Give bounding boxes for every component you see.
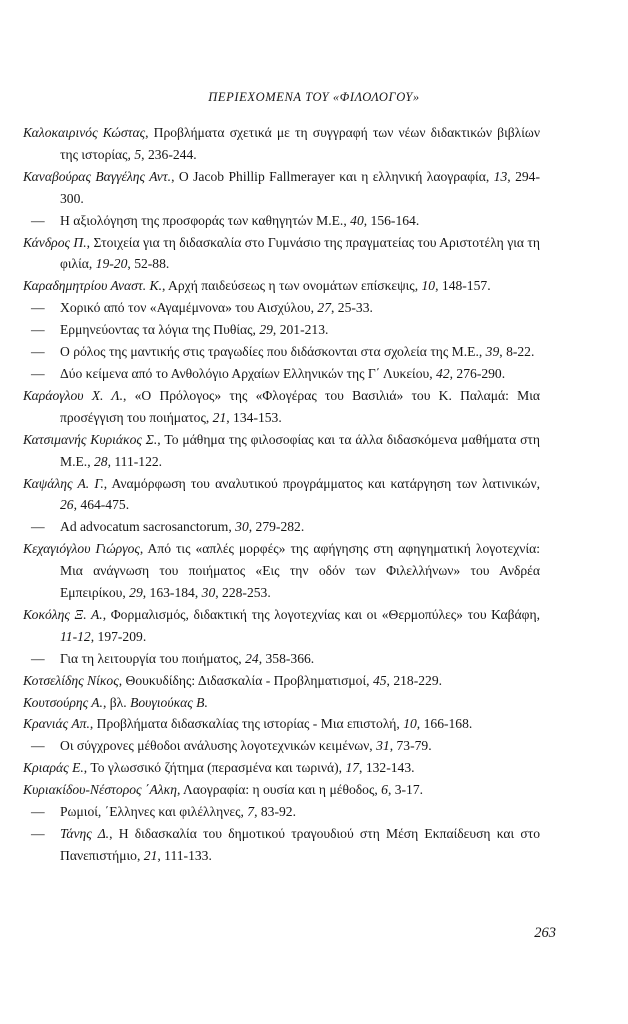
entry-pages: , 464-475. — [73, 497, 130, 513]
entry-volume: 10 — [403, 716, 417, 732]
entry-dash: — — [31, 300, 45, 316]
entry-pages: , 276-290. — [449, 365, 506, 381]
entry-author: Κεχαγιόγλου Γιώργος — [23, 541, 140, 557]
entry-volume: 42 — [436, 365, 450, 381]
index-subentry — [0, 735, 540, 757]
index-subentry — [0, 648, 540, 670]
index-entry — [0, 538, 540, 604]
entry-pages: , 83-92. — [254, 804, 296, 820]
entry-volume: 39 — [485, 344, 500, 360]
entry-author: Κυριακίδου-Νέστορος ΄Αλκη — [23, 782, 177, 798]
entry-author: Καράογλου Χ. Λ. — [23, 387, 124, 403]
entry-dash: — — [31, 322, 45, 338]
entry-volume: 17 — [345, 760, 360, 776]
entry-pages: , 73-79. — [389, 738, 432, 754]
entry-volume: 13 — [493, 168, 508, 184]
entry-volume: 40 — [350, 212, 364, 228]
entry-title: , Το μάθημα της φιλοσοφίας και τα άλλα διδασκόμενα μαθήματα στη Μ.Ε., — [60, 431, 541, 469]
index-subentry — [0, 319, 540, 341]
entry-title: , Αναμόρφωση του αναλυτικού προγράμματος και κατάργηση των λατινικών, — [103, 475, 540, 491]
entry-author: Καραδημητρίου Αναστ. Κ. — [23, 278, 163, 294]
entry-title: Οι σύγχρονες μέθοδοι ανάλυσης λογοτεχνικών κειμένων, — [60, 738, 377, 754]
index-subentry — [0, 341, 540, 363]
entry-author: Κουτσούρης Α. — [23, 694, 103, 710]
entry-title: , Λαογραφία: η ουσία και η μέθοδος, — [176, 782, 382, 798]
entry-author: Καλοκαιρινός Κώστας — [23, 125, 146, 140]
index-entry — [0, 275, 540, 297]
entry-author: Καψάλης Α. Γ. — [23, 475, 104, 491]
entry-volume: 29 — [129, 585, 143, 601]
index-entry — [0, 713, 540, 735]
index-entry — [0, 429, 540, 473]
index-entry — [0, 779, 540, 801]
entry-title: , βλ. — [102, 694, 131, 710]
entry-title: , Προβλήματα σχετικά με τη συγγραφή των νέων διδακτικών βιβλίων της ιστορίας, — [60, 125, 540, 162]
entry-volume: 29 — [259, 322, 273, 338]
entry-pages: , 111-133. — [157, 847, 212, 863]
index-entries — [0, 122, 628, 867]
entry-pages: , 218-229. — [386, 672, 443, 688]
entry-title: , Ο Jacob Phillip Fallmerayer και η ελληνική λαογραφία, — [171, 168, 494, 184]
entry-pages: , 8-22. — [499, 344, 535, 360]
entry-volume: 27 — [317, 300, 331, 316]
entry-title: , Στοιχεία για τη διδασκαλία στο Γυμνάσιο της πραγματείας του Αριστοτέλη για τη φιλία, — [60, 234, 540, 272]
entry-pages: , 197-209. — [90, 628, 147, 644]
entry-volume: 6 — [381, 782, 388, 798]
entry-dash: — — [31, 344, 45, 360]
entry-dash: — — [31, 212, 45, 228]
entry-pages: , 132-143. — [359, 760, 415, 776]
entry-pages: , 228-253. — [215, 585, 271, 601]
entry-volume: 31 — [376, 738, 390, 754]
index-entry — [0, 232, 540, 276]
index-entry — [0, 385, 540, 429]
entry-title: Ο ρόλος της μαντικής στις τραγωδίες που διδάσκονται στα σχολεία της Μ.Ε., — [60, 344, 486, 360]
index-entry — [0, 473, 540, 517]
index-entry — [0, 604, 540, 648]
entry-title: , «Ο Πρόλογος» της «Φλογέρας του Βασιλιά» του Κ. Παλαμά: Μια προσέγγιση του ποιήματος, — [60, 387, 540, 425]
entry-pages: , 156-164. — [363, 212, 420, 228]
entry-pages: , 201-213. — [272, 322, 329, 338]
entry-title: , Φορμαλισμός, διδακτική της λογοτεχνίας και οι «Θερμοπύλες» του Καβάφη, — [102, 606, 540, 622]
running-header: ΠΕΡΙΕΧΟΜΕΝΑ ΤΟΥ «ΦΙΛΟΛΟΓΟΥ» — [208, 90, 420, 104]
entry-dash: — — [31, 365, 45, 381]
index-entry — [0, 670, 540, 692]
entry-title: , Προβλήματα διδασκαλίας της ιστορίας - Μια επιστολή, — [89, 716, 404, 732]
entry-pages: , 279-282. — [248, 519, 305, 535]
entry-title: , Αρχή παιδεύσεως η των ονομάτων επίσκεψις, — [162, 278, 422, 294]
entry-title: , Η διδασκαλία του δημοτικού τραγουδιού στη Μέση Εκπαίδευση και στο Πανεπιστήμιο, — [60, 826, 540, 863]
entry-title: , Το γλωσσικό ζήτημα (περασμένα και τωρινά), — [83, 760, 346, 776]
entry-volume: 28 — [93, 453, 108, 469]
entry-title: Δύο κείμενα από το Ανθολόγιο Αρχαίων Ελληνικών της Γ΄ Λυκείου, — [60, 365, 437, 381]
entry-title: Χορικό από τον «Αγαμέμνονα» του Αισχύλου, — [60, 300, 318, 316]
entry-pages: , 294-300. — [60, 168, 540, 206]
entry-author: Κοτσελίδης Νίκος — [23, 672, 119, 688]
entry-pages: , 134-153. — [226, 409, 282, 425]
entry-dash: — — [31, 650, 45, 666]
index-subentry — [0, 823, 540, 867]
entry-pages: , 358-366. — [258, 650, 315, 666]
index-subentry — [0, 516, 540, 538]
index-subentry — [0, 297, 540, 319]
entry-volume: 19-20 — [95, 256, 128, 272]
entry-volume: 26 — [60, 497, 74, 513]
index-entry — [0, 122, 540, 166]
entry-volume: 30 — [201, 585, 216, 601]
entry-pages: , 166-168. — [416, 716, 473, 732]
entry-dash: — — [31, 826, 45, 841]
index-entry — [0, 166, 540, 210]
entry-pages: , 25-33. — [331, 300, 373, 316]
entry-volume: 21 — [143, 847, 158, 863]
entry-title: , Θουκυδίδης: Διδασκαλία - Προβληματισμοί, — [118, 672, 373, 688]
index-subentry — [0, 210, 540, 232]
entry-title: Ρωμιοί, ΄Ελληνες και φιλέλληνες, — [60, 804, 248, 820]
entry-cross-reference: Βουγιούκας Β. — [130, 694, 208, 710]
entry-volume: 10 — [421, 278, 436, 294]
entry-volume: 5 — [134, 146, 142, 162]
entry-title: Για τη λειτουργία του ποιήματος, — [60, 650, 246, 666]
entry-pages: , 148-157. — [435, 278, 491, 294]
entry-pages: , 3-17. — [387, 782, 424, 798]
entry-volume: 30 — [235, 519, 249, 535]
entry-volume: 11-12 — [60, 628, 91, 644]
entry-author: Κάνδρος Π. — [23, 234, 87, 250]
index-entry — [0, 757, 540, 779]
entry-pages: , 163-184, — [142, 585, 202, 601]
page-number: 263 — [534, 925, 556, 941]
entry-pages: , 236-244. — [141, 146, 197, 162]
entry-author: Κατσιμανής Κυριάκος Σ. — [23, 431, 158, 447]
entry-volume: 21 — [212, 409, 227, 425]
entry-dash: — — [31, 738, 45, 754]
entry-pages: , 52-88. — [127, 256, 170, 272]
entry-volume: 24 — [245, 650, 259, 666]
entry-dash: — — [31, 804, 45, 820]
entry-author: Κοκόλης Ξ. Α. — [23, 606, 103, 622]
entry-author: Καναβούρας Βαγγέλης Αντ. — [23, 168, 172, 184]
entry-dash: — — [31, 519, 45, 535]
entry-author: Κρανιάς Απ. — [23, 716, 90, 732]
entry-author: Κριαράς Ε. — [23, 760, 84, 776]
entry-title: Ερμηνεύοντας τα λόγια της Πυθίας, — [60, 322, 260, 338]
entry-volume: 7 — [247, 804, 255, 820]
entry-coauthor: Τάνης Δ. — [60, 826, 110, 841]
entry-volume: 45 — [372, 672, 387, 688]
entry-title: Ad advocatum sacrosanctorum, — [60, 519, 236, 535]
entry-title: , Από τις «απλές μορφές» της αφήγησης στη αφηγηματική λογοτεχνία: Μια ανάγνωση του ποιήματος «Εις την οδόν των Φιλελλήνων» του Ανδρέα Εμπειρίκου, — [60, 541, 540, 601]
entry-pages: , 111-122. — [107, 453, 163, 469]
index-subentry — [0, 801, 540, 823]
entry-title: Η αξιολόγηση της προσφοράς των καθηγητών Μ.Ε., — [60, 212, 351, 228]
index-entry — [0, 692, 540, 714]
index-subentry — [0, 363, 540, 385]
